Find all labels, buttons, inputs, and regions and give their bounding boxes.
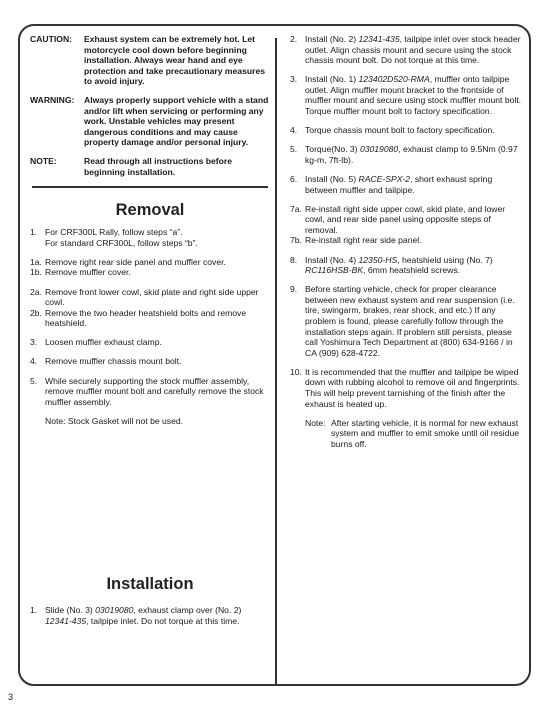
step-text: Remove front lower cowl, skid plate and right side upper cowl.	[45, 286, 259, 308]
step-number: 7b.	[290, 235, 302, 246]
step-text: , heatshield using (No. 7)	[397, 254, 493, 265]
install-step-6	[290, 174, 524, 195]
part-number: 12350-HS	[358, 254, 398, 265]
removal-heading: Removal	[115, 201, 185, 220]
step-text: Before starting vehicle, check for proper clearance between new exhaust system and rear suspension (i.e. tire, swingarm, brakes, rear shock, and etc.) If any problem is found, please carefully follow through the installation steps again. If problem still persists, please call Yoshimura Tech Department at (800) 634-9166 / in CA (909) 628-4722.	[305, 284, 515, 358]
step-number: 1.	[30, 227, 38, 238]
warning-text: Always properly support vehicle with a stand and/or lift when servicing or performing any work. Unstable vehicles may present dangerous conditions and may cause property damage and/or personal injury.	[84, 94, 269, 148]
step-number: 3.	[290, 74, 298, 85]
warning-label: WARNING:	[30, 94, 75, 105]
step-text: Remove muffler cover.	[45, 267, 131, 278]
step-text: Remove the two header heatshield bolts and remove heatshield.	[45, 307, 247, 329]
step-number: 4.	[30, 356, 38, 367]
caution-text: Exhaust system can be extremely hot. Let motorcycle cool down before beginning installation. Always wear hand and eye protection and take precautionary measures to avoid injury.	[84, 34, 266, 87]
step-text: , exhaust clamp over (No. 2)	[133, 605, 242, 615]
left-column	[30, 34, 270, 427]
caution-block	[30, 34, 270, 87]
step-text: , tailpipe inlet over stock header outlet. Align chassis mount and secure using the stock chassis mount bolt. Do not torque at this time.	[305, 34, 521, 66]
step-text: Torque chassis mount bolt to factory specification.	[305, 125, 495, 136]
part-number: 12341-435	[358, 34, 400, 44]
install-step-9	[290, 284, 524, 358]
part-number: 03019080	[95, 605, 134, 615]
step-number: 8.	[290, 254, 298, 265]
part-number: RC116HSB-BK	[305, 265, 364, 276]
step-text: Install (No. 1)	[305, 74, 359, 85]
step-text: For standard CRF300L, follow steps “b”.	[45, 237, 198, 248]
step-text: Remove right rear side panel and muffler cover.	[45, 256, 226, 267]
step-text: Torque(No. 3)	[305, 144, 360, 155]
step-number: 6.	[290, 173, 298, 184]
install-step-1	[30, 605, 270, 626]
step-text: Loosen muffler exhaust clamp.	[45, 337, 162, 348]
removal-note: Note: Stock Gasket will not be used.	[45, 416, 184, 427]
note-block	[30, 156, 270, 177]
removal-step-3	[30, 337, 270, 348]
step-text: , tailpipe inlet. Do not torque at this time.	[86, 615, 240, 626]
note-label: Note:	[305, 417, 326, 428]
removal-step-4	[30, 356, 270, 367]
step-text: Install (No. 5)	[305, 173, 359, 184]
column-divider	[275, 38, 277, 685]
step-number: 10.	[290, 366, 302, 377]
step-number: 3.	[30, 337, 38, 348]
install-step-7a	[290, 204, 524, 236]
removal-step-2a	[30, 287, 270, 308]
note-text: Read through all instructions before beginning installation.	[84, 155, 233, 177]
step-text: Remove muffler chassis mount bolt.	[45, 356, 182, 367]
installation-heading: Installation	[106, 575, 194, 593]
step-text: , short exhaust spring between muffler and tailpipe.	[305, 173, 493, 195]
step-text: It is recommended that the muffler and tailpipe be wiped down with rubbing alcohol to remove oil and fingerprints. This will help prevent tarnishing of the finish after the exhaust is heated up.	[305, 366, 520, 409]
install-step-8	[290, 255, 524, 276]
step-number: 5.	[290, 144, 298, 155]
step-number: 1.	[30, 605, 38, 615]
install-step-4	[290, 125, 524, 136]
caution-label: CAUTION:	[30, 34, 73, 44]
step-number: 7a.	[290, 203, 302, 214]
step-number: 5.	[30, 375, 38, 386]
section-rule	[32, 186, 268, 188]
part-number: 123402D520-RMA	[358, 74, 430, 85]
note-text: After starting vehicle, it is normal for new exhaust system and muffler to emit smoke until oil residue burns off.	[331, 417, 520, 449]
removal-step-5	[30, 376, 270, 408]
step-number: 2b.	[30, 307, 42, 318]
step-text: , muffler onto tailpipe outlet. Align muffler mount bracket to the frontside of muffler mount and secure using stock muffler mount bolt. Torque muffler mount bolt to factory specification.	[305, 74, 522, 117]
part-number: 03019080	[359, 144, 399, 155]
step-text: , 6mm heatshield screws.	[363, 265, 461, 276]
step-text: For CRF300L Rally, follow steps “a”.	[45, 227, 183, 238]
removal-step-2b	[30, 308, 270, 329]
right-column	[290, 34, 524, 450]
note-label: NOTE:	[30, 155, 57, 166]
step-number: 1b.	[30, 267, 42, 278]
warning-block	[30, 95, 270, 148]
step-text: , exhaust clamp to 9.5Nm (0.97 kg-m, 7ft-lb).	[305, 144, 518, 165]
install-step-7b	[290, 235, 524, 246]
installation-note	[290, 418, 524, 450]
step-number: 2.	[290, 34, 298, 44]
step-text: Slide (No. 3)	[45, 605, 96, 615]
step-number: 4.	[290, 125, 298, 136]
install-step-5	[290, 144, 524, 165]
step-number: 2a.	[30, 286, 42, 297]
install-step-2	[290, 34, 524, 66]
part-number: 12341-435	[45, 615, 87, 626]
step-number: 1a.	[30, 256, 42, 267]
part-number: RACE-SPX-2	[358, 173, 411, 184]
step-text: Re-install right rear side panel.	[305, 235, 422, 246]
step-text: Install (No. 2)	[305, 34, 359, 44]
step-text: Re-install right side upper cowl, skid plate, and lower cowl, and rear side panel using opposite steps of removal.	[305, 203, 506, 235]
installation-section	[30, 574, 270, 626]
page-number: 3	[8, 692, 14, 702]
install-step-3	[290, 74, 524, 116]
step-text: Install (No. 4)	[305, 254, 359, 265]
removal-step-1a	[30, 257, 270, 268]
install-step-10	[290, 367, 524, 409]
step-number: 9.	[290, 284, 298, 295]
removal-step-1b	[30, 267, 270, 278]
removal-step-1	[30, 227, 270, 248]
step-text: While securely supporting the stock muffler assembly, remove muffler mount bolt and carefully remove the stock muffler assembly.	[45, 375, 264, 407]
